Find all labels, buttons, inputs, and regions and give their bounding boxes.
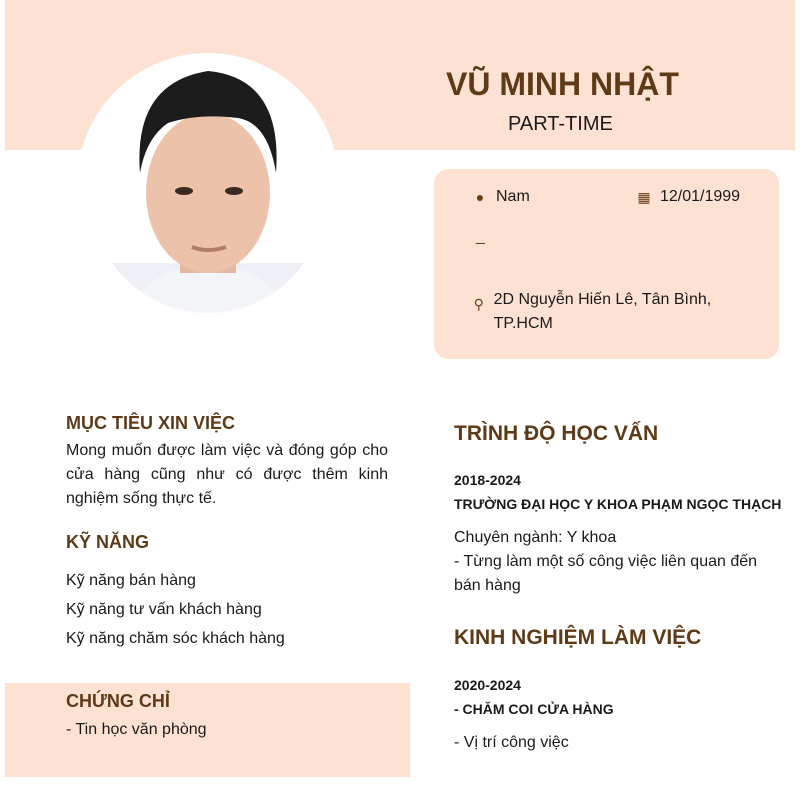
profile-photo	[88, 63, 328, 313]
gender-item	[472, 185, 530, 209]
user-icon: ●	[475, 189, 485, 205]
phone-value: _	[476, 228, 485, 245]
birthday-item	[636, 185, 740, 209]
gender-value: Nam	[496, 188, 530, 205]
job-type: PART-TIME	[508, 113, 613, 135]
experience-title: KINH NGHIỆM LÀM VIỆC	[454, 626, 702, 649]
candidate-name: VŨ MINH NHẬT	[446, 66, 679, 102]
education-school: TRƯỜNG ĐẠI HỌC Y KHOA PHẠM NGỌC THẠCH	[454, 496, 782, 512]
map-pin-icon: ⚲	[473, 296, 484, 312]
experience-job: - CHĂM COI CỬA HÀNG	[454, 701, 614, 717]
address-item	[472, 288, 732, 336]
skill-item: Kỹ năng tư vấn khách hàng	[66, 601, 262, 618]
address-value: 2D Nguyễn Hiến Lê, Tân Bình, TP.HCM	[493, 291, 712, 332]
certificate-item: - Tin học văn phòng	[66, 721, 207, 738]
skill-item: Kỹ năng bán hàng	[66, 572, 196, 589]
education-note: - Từng làm một số công việc liên quan đến bán hàng	[454, 553, 758, 594]
experience-position: - Vị trí công việc	[454, 734, 569, 751]
skills-title: KỸ NĂNG	[66, 532, 150, 552]
skill-item: Kỹ năng chăm sóc khách hàng	[66, 630, 285, 647]
objective-title: MỤC TIÊU XIN VIỆC	[66, 413, 236, 433]
birthday-cake-icon: ▦	[637, 189, 651, 205]
objective-text: Mong muốn được làm việc và đóng góp cho cửa hàng cũng như có được thêm kinh nghiệm sống thực tế.	[66, 442, 388, 507]
experience-period: 2020-2024	[454, 677, 521, 693]
certificates-title: CHỨNG CHỈ	[66, 691, 170, 711]
education-major: Chuyên ngành: Y khoa	[454, 529, 617, 546]
education-title: TRÌNH ĐỘ HỌC VẤN	[454, 422, 659, 445]
education-period: 2018-2024	[454, 472, 521, 488]
personal-info-card	[434, 169, 779, 359]
birthday-value: 12/01/1999	[660, 188, 741, 205]
